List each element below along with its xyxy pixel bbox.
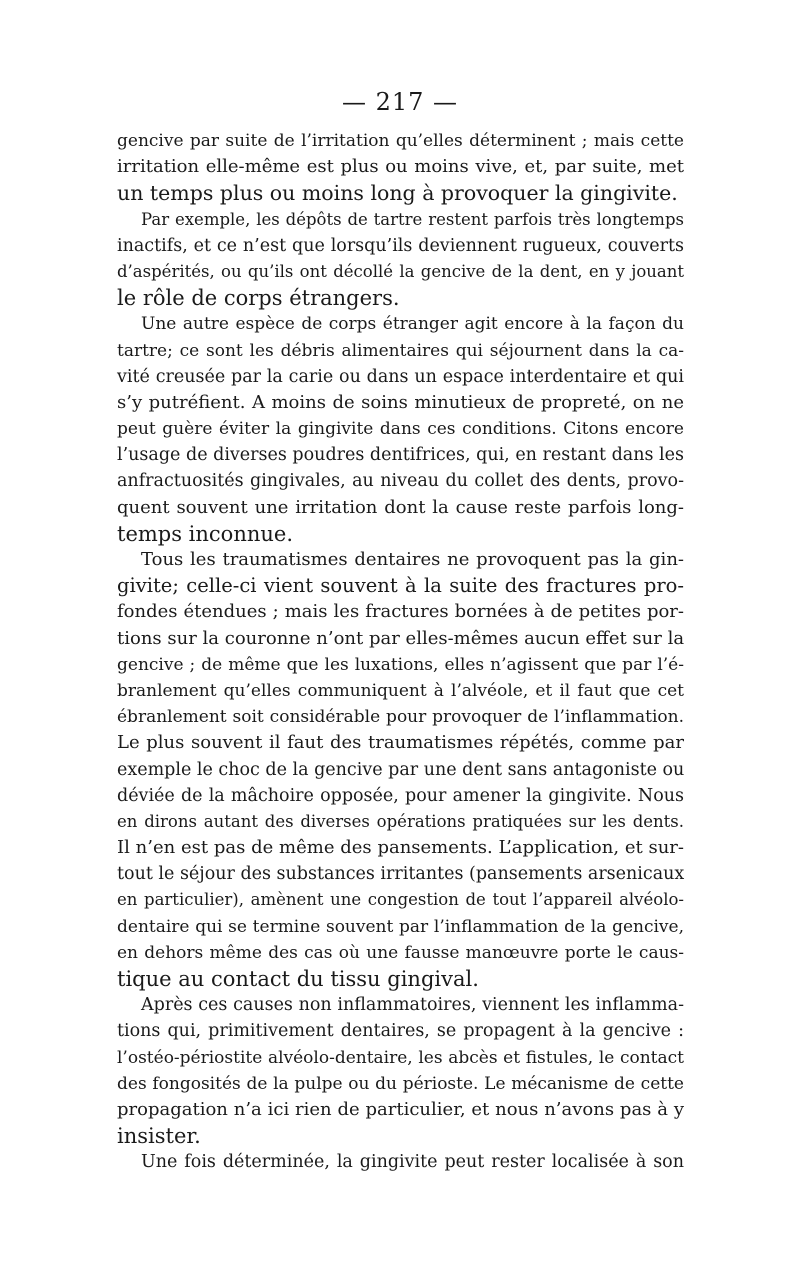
text-line: inactifs, et ce n’est que lorsqu’ils deviennent rugueux, couverts xyxy=(117,235,684,256)
text-line: en particulier), amènent une congestion de tout l’appareil alvéolo- xyxy=(117,890,684,910)
text-line: Une fois déterminée, la gingivite peut rester localisée à son xyxy=(141,1152,684,1173)
text-line: tartre; ce sont les débris alimentaires qui séjournent dans la ca- xyxy=(117,340,684,361)
text-line: fondes étendues ; mais les fractures bornées à de petites por- xyxy=(117,601,684,623)
text-line: temps inconnue. xyxy=(117,521,293,546)
text-line: vité creusée par la carie ou dans un espace interdentaire et qui xyxy=(117,366,684,387)
text-line: l’usage de diverses poudres dentifrices, qui, en restant dans les xyxy=(117,445,684,466)
page-number: — 217 — xyxy=(341,88,459,116)
text-line: gencive ; de même que les luxations, elles n’agissent que par l’é- xyxy=(117,654,684,675)
text-line: en dehors même des cas où une fausse manœuvre porte le caus- xyxy=(117,942,684,963)
text-line: branlement qu’elles communiquent à l’alvéole, et il faut que cet xyxy=(117,680,684,701)
text-line: peut guère éviter la gingivite dans ces conditions. Citons encore xyxy=(117,419,684,440)
text-line: s’y putréfient. A moins de soins minutieux de propreté, on ne xyxy=(117,391,684,413)
text-line: l’ostéo-périostite alvéolo-dentaire, les abcès et fistules, le contact xyxy=(117,1047,684,1068)
text-line: tions sur la couronne n’ont par elles-mêmes aucun effet sur la xyxy=(117,627,685,649)
text-line: exemple le choc de la gencive par une dent sans antagoniste ou xyxy=(117,759,685,780)
text-line: le rôle de corps étrangers. xyxy=(117,286,400,311)
text-line: quent souvent une irritation dont la cause reste parfois long- xyxy=(117,496,684,518)
text-line: ébranlement soit considérable pour provoquer de l’inflammation. xyxy=(117,707,684,728)
text-line: Le plus souvent il faut des traumatismes répétés, comme par xyxy=(117,732,684,754)
text-line: Par exemple, les dépôts de tartre restent parfois très longtemps xyxy=(141,209,684,229)
text-line: gencive par suite de l’irritation qu’elles déterminent ; mais cette xyxy=(117,131,684,151)
text-line: tions qui, primitivement dentaires, se propagent à la gencive : xyxy=(117,1021,684,1042)
text-line: tique au contact du tissu gingival. xyxy=(117,967,479,991)
text-line: un temps plus ou moins long à provoquer la gingivite. xyxy=(117,181,678,206)
text-line: irritation elle-même est plus ou moins vive, et, par suite, met xyxy=(117,156,684,178)
text-line: dentaire qui se termine souvent par l’inflammation de la gencive, xyxy=(117,916,684,937)
text-line: givite; celle-ci vient souvent à la suite des fractures pro- xyxy=(117,574,684,598)
text-line: d’aspérités, ou qu’ils ont décollé la gencive de la dent, en y jouant xyxy=(117,261,684,281)
text-line: déviée de la mâchoire opposée, pour amener la gingivite. Nous xyxy=(117,785,684,806)
text-line: Il n’en est pas de même des pansements. L’application, et sur- xyxy=(117,837,684,859)
body-text xyxy=(117,128,684,1176)
text-line: propagation n’a ici rien de particulier, et nous n’avons pas à y xyxy=(117,1098,684,1120)
text-line: anfractuosités gingivales, au niveau du collet des dents, provo- xyxy=(117,471,684,492)
text-line: Une autre espèce de corps étranger agit encore à la façon du xyxy=(141,314,684,335)
text-line: insister. xyxy=(117,1124,201,1149)
text-line: Tous les traumatismes dentaires ne provoquent pas la gin- xyxy=(141,549,684,570)
text-line: tout le séjour des substances irritantes (pansements arsenicaux xyxy=(117,864,685,885)
text-line: des fongosités de la pulpe ou du périoste. Le mécanisme de cette xyxy=(117,1073,684,1094)
text-line: en dirons autant des diverses opérations pratiquées sur les dents. xyxy=(117,811,684,831)
text-line: Après ces causes non inflammatoires, viennent les inflamma- xyxy=(141,995,684,1016)
